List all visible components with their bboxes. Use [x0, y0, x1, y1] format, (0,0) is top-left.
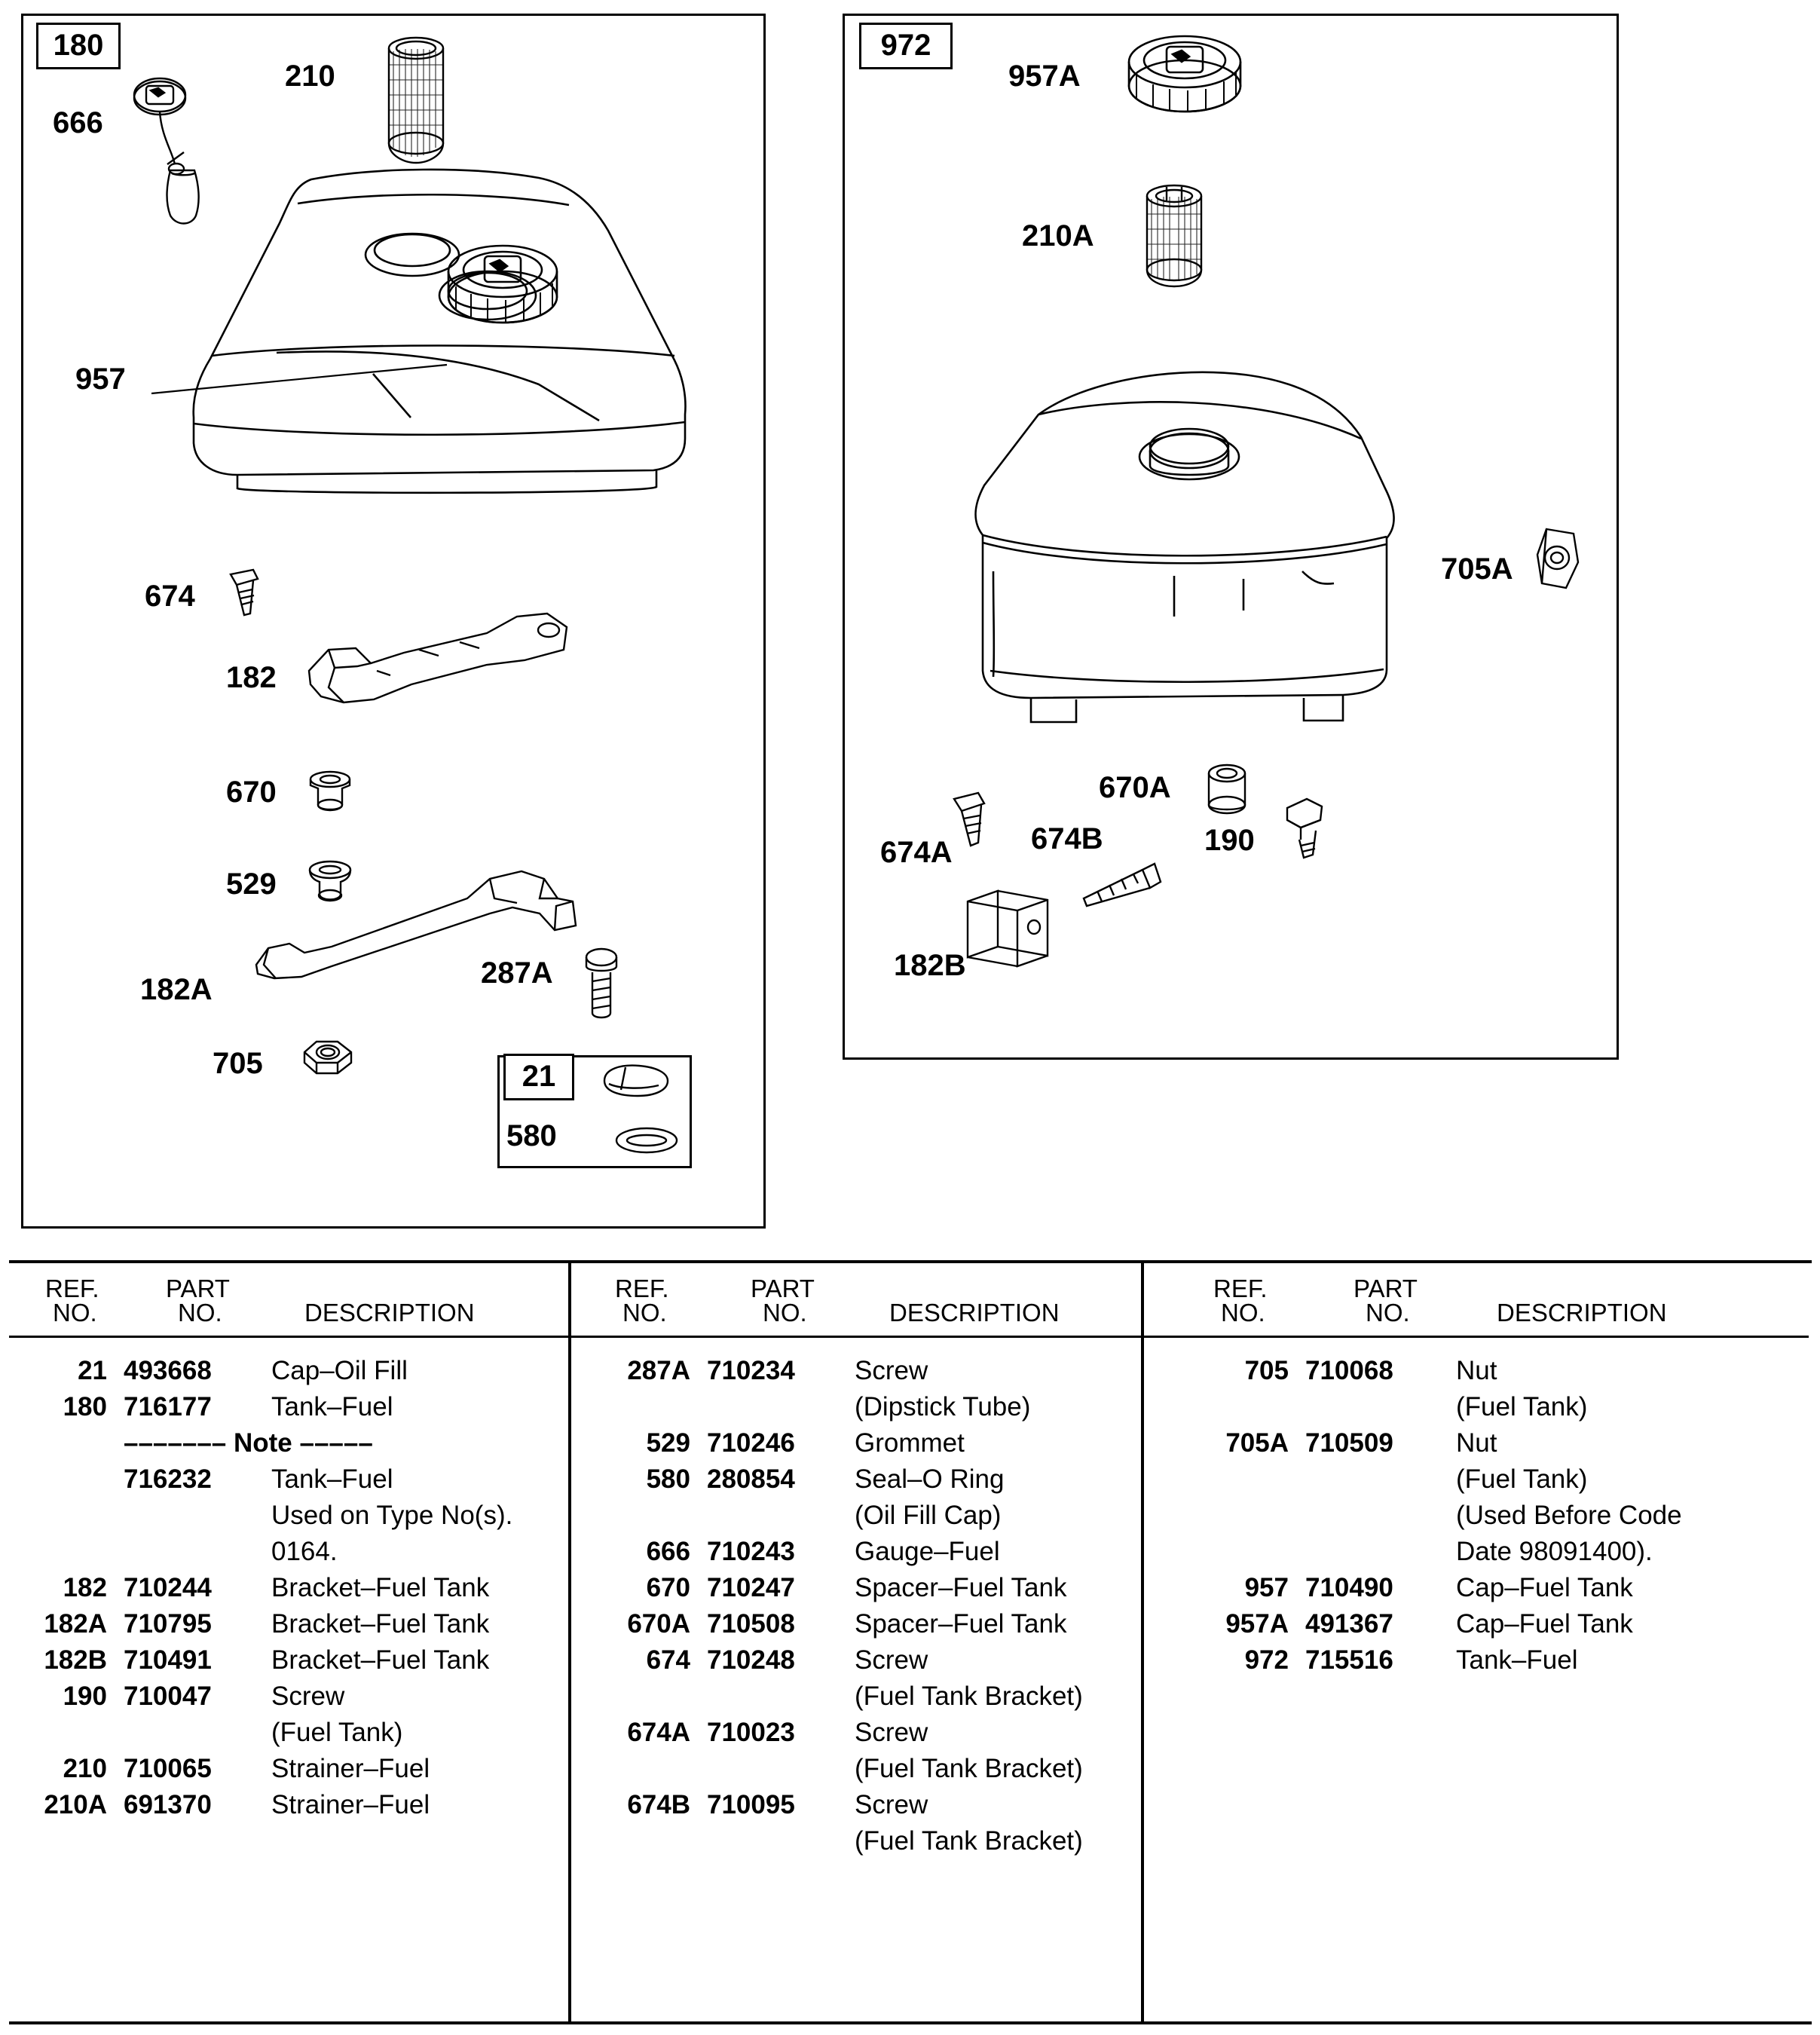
- cell-desc: (Oil Fill Cap): [855, 1501, 1002, 1530]
- header-ref-line1: REF.: [1213, 1275, 1268, 1302]
- parts-table-column-2: [568, 1263, 1141, 2021]
- callout-670A: 670A: [1099, 771, 1171, 804]
- table-row: [1144, 1425, 1809, 1461]
- cell-part: 710023: [707, 1718, 795, 1747]
- callout-529: 529: [226, 868, 277, 901]
- header-part-line1: PART: [1354, 1275, 1418, 1302]
- cell-part: 280854: [707, 1464, 795, 1494]
- cell-ref: 705A: [1225, 1428, 1289, 1458]
- cell-ref: 674A: [627, 1718, 690, 1747]
- table-body-1: [9, 1338, 568, 1823]
- header-part-line1: PART: [751, 1275, 815, 1302]
- cell-desc: Bracket–Fuel Tank: [271, 1573, 490, 1602]
- table-row: [9, 1534, 568, 1570]
- cell-part: 710795: [124, 1609, 212, 1639]
- cell-desc: 0164.: [271, 1537, 338, 1566]
- table-row: [1144, 1498, 1809, 1534]
- spacer-670A-art: [1198, 761, 1259, 822]
- cell-desc: (Fuel Tank): [1456, 1464, 1588, 1494]
- cell-desc: Spacer–Fuel Tank: [855, 1609, 1067, 1639]
- cell-desc: (Dipstick Tube): [855, 1392, 1031, 1421]
- table-row: [571, 1570, 1141, 1606]
- cell-desc: Tank–Fuel: [271, 1392, 393, 1421]
- bracket-182B-art: [956, 883, 1076, 981]
- cell-desc: Strainer–Fuel: [271, 1754, 430, 1783]
- header-description: DESCRIPTION: [304, 1299, 475, 1327]
- spacer-670-art: [301, 769, 359, 822]
- leader-957: [147, 362, 463, 407]
- cell-part: 491367: [1305, 1609, 1393, 1639]
- table-header-1: [9, 1263, 568, 1338]
- table-row: [9, 1787, 568, 1823]
- header-ref-line1: REF.: [615, 1275, 669, 1302]
- table-row: [571, 1606, 1141, 1642]
- cell-desc: Date 98091400).: [1456, 1537, 1653, 1566]
- header-part-line2: NO.: [178, 1299, 222, 1327]
- table-row: [9, 1461, 568, 1498]
- cell-desc: Cap–Fuel Tank: [1456, 1609, 1633, 1639]
- cell-ref: 670A: [627, 1609, 690, 1639]
- table-row: [9, 1715, 568, 1751]
- cell-part: 710068: [1305, 1356, 1393, 1385]
- header-ref-line2: NO.: [53, 1299, 97, 1327]
- inset-tag-21: 21: [503, 1054, 574, 1100]
- table-row: [9, 1751, 568, 1787]
- cell-desc: (Used Before Code: [1456, 1501, 1682, 1530]
- cell-ref: 670: [646, 1573, 690, 1602]
- callout-957A: 957A: [1008, 60, 1081, 93]
- cell-ref: 182B: [44, 1645, 107, 1675]
- parts-table-column-3: [1141, 1263, 1809, 2021]
- table-row: [571, 1353, 1141, 1389]
- callout-705: 705: [213, 1047, 263, 1080]
- cell-desc: Cap–Oil Fill: [271, 1356, 408, 1385]
- o-ring-580-art: [612, 1122, 681, 1159]
- table-row: [1144, 1534, 1809, 1570]
- cell-desc: Spacer–Fuel Tank: [855, 1573, 1067, 1602]
- header-description: DESCRIPTION: [889, 1299, 1060, 1327]
- cell-part: 710047: [124, 1682, 212, 1711]
- cell-desc: Screw: [855, 1645, 928, 1675]
- table-row: [571, 1498, 1141, 1534]
- cell-part: 716177: [124, 1392, 212, 1421]
- callout-674: 674: [145, 580, 195, 613]
- cell-part: 493668: [124, 1356, 212, 1385]
- cell-desc: Strainer–Fuel: [271, 1790, 430, 1819]
- callout-670: 670: [226, 776, 277, 809]
- table-row: [9, 1353, 568, 1389]
- callout-210A: 210A: [1022, 219, 1094, 252]
- cell-part: 710246: [707, 1428, 795, 1458]
- table-row: [571, 1642, 1141, 1678]
- table-row: [571, 1715, 1141, 1751]
- cell-part: 716232: [124, 1464, 212, 1494]
- header-ref-line2: NO.: [622, 1299, 667, 1327]
- cell-ref: 190: [63, 1682, 107, 1711]
- table-row-note: [9, 1425, 568, 1461]
- fuel-cap-957-art: [433, 240, 577, 345]
- header-ref-line2: NO.: [1221, 1299, 1265, 1327]
- table-row: [571, 1425, 1141, 1461]
- cell-desc: Nut: [1456, 1428, 1497, 1458]
- cell-ref: 210A: [44, 1790, 107, 1819]
- table-row: [1144, 1606, 1809, 1642]
- cell-desc: Gauge–Fuel: [855, 1537, 1000, 1566]
- nut-705-art: [294, 1033, 362, 1091]
- cell-ref: 972: [1244, 1645, 1289, 1675]
- cell-part: 710095: [707, 1790, 795, 1819]
- cell-desc: Nut: [1456, 1356, 1497, 1385]
- cell-note: ––––––– Note –––––: [124, 1428, 373, 1458]
- header-ref-line1: REF.: [45, 1275, 99, 1302]
- cell-desc: Bracket–Fuel Tank: [271, 1645, 490, 1675]
- table-row: [571, 1534, 1141, 1570]
- table-row: [9, 1606, 568, 1642]
- cell-ref: 705: [1244, 1356, 1289, 1385]
- cell-part: 710248: [707, 1645, 795, 1675]
- fuel-strainer-210A-art: [1130, 181, 1228, 301]
- screw-287A-art: [579, 947, 632, 1030]
- callout-182B: 182B: [894, 949, 966, 982]
- cell-part: 710243: [707, 1537, 795, 1566]
- cell-desc: Tank–Fuel: [271, 1464, 393, 1494]
- table-row: [1144, 1642, 1809, 1678]
- screw-190-art: [1272, 793, 1340, 865]
- cell-part: 710491: [124, 1645, 212, 1675]
- callout-666: 666: [53, 106, 103, 139]
- cell-desc: (Fuel Tank Bracket): [855, 1754, 1083, 1783]
- cell-desc: Grommet: [855, 1428, 965, 1458]
- cell-desc: Bracket–Fuel Tank: [271, 1609, 490, 1639]
- cell-part: 710065: [124, 1754, 212, 1783]
- cell-ref: 529: [646, 1428, 690, 1458]
- bracket-182-art: [298, 603, 622, 724]
- table-row: [571, 1389, 1141, 1425]
- screw-674B-art: [1067, 856, 1165, 924]
- table-row: [1144, 1461, 1809, 1498]
- cell-ref: 580: [646, 1464, 690, 1494]
- cell-ref: 180: [63, 1392, 107, 1421]
- cell-ref: 287A: [627, 1356, 690, 1385]
- cell-ref: 210: [63, 1754, 107, 1783]
- cell-desc: Screw: [855, 1790, 928, 1819]
- table-row: [9, 1642, 568, 1678]
- cell-ref: 21: [78, 1356, 107, 1385]
- cell-desc: Screw: [271, 1682, 345, 1711]
- cell-ref: 182: [63, 1573, 107, 1602]
- cell-part: 691370: [124, 1790, 212, 1819]
- nut-705A-art: [1531, 520, 1592, 603]
- cell-ref: 182A: [44, 1609, 107, 1639]
- cell-ref: 674B: [627, 1790, 690, 1819]
- callout-705A: 705A: [1441, 552, 1513, 586]
- fuel-tank-180-art: [147, 158, 720, 550]
- parts-tables: [9, 1260, 1812, 2024]
- inset-tag-580: 580: [503, 1115, 600, 1162]
- cell-desc: (Fuel Tank): [1456, 1392, 1588, 1421]
- table-row: [9, 1570, 568, 1606]
- header-part-line1: PART: [166, 1275, 230, 1302]
- screw-674-art: [219, 567, 279, 627]
- fuel-tank-972-art: [948, 345, 1415, 767]
- table-row: [571, 1823, 1141, 1859]
- panel-tag-180: 180: [36, 23, 121, 69]
- cell-ref: 957: [1244, 1573, 1289, 1602]
- table-row: [1144, 1353, 1809, 1389]
- callout-674A: 674A: [880, 836, 953, 869]
- cell-ref: 674: [646, 1645, 690, 1675]
- callout-287A: 287A: [481, 956, 553, 990]
- table-header-2: [571, 1263, 1141, 1338]
- fuel-cap-957A-art: [1114, 30, 1257, 136]
- table-row: [1144, 1389, 1809, 1425]
- cell-desc: Screw: [855, 1356, 928, 1385]
- callout-674B: 674B: [1031, 822, 1103, 855]
- cell-desc: Used on Type No(s).: [271, 1501, 513, 1530]
- table-row: [9, 1678, 568, 1715]
- table-row: [1144, 1570, 1809, 1606]
- cell-desc: Screw: [855, 1718, 928, 1747]
- cell-ref: 957A: [1225, 1609, 1289, 1639]
- cell-part: 710509: [1305, 1428, 1393, 1458]
- cell-ref: 666: [646, 1537, 690, 1566]
- cell-desc: (Fuel Tank): [271, 1718, 403, 1747]
- table-row: [571, 1787, 1141, 1823]
- table-header-3: [1144, 1263, 1809, 1338]
- cell-desc: Cap–Fuel Tank: [1456, 1573, 1633, 1602]
- callout-190: 190: [1204, 824, 1255, 857]
- oil-fill-cap-art: [595, 1058, 678, 1111]
- callout-182A: 182A: [140, 973, 213, 1006]
- cell-part: 715516: [1305, 1645, 1393, 1675]
- cell-desc: Seal–O Ring: [855, 1464, 1005, 1494]
- table-row: [571, 1461, 1141, 1498]
- callout-957: 957: [75, 363, 126, 396]
- parts-table-column-1: [9, 1263, 568, 2021]
- callout-182: 182: [226, 661, 277, 694]
- cell-desc: Tank–Fuel: [1456, 1645, 1578, 1675]
- cell-part: 710234: [707, 1356, 795, 1385]
- cell-part: 710508: [707, 1609, 795, 1639]
- cell-desc: (Fuel Tank Bracket): [855, 1682, 1083, 1711]
- table-body-2: [571, 1338, 1141, 1859]
- cell-part: 710247: [707, 1573, 795, 1602]
- header-part-line2: NO.: [1366, 1299, 1410, 1327]
- callout-210: 210: [285, 60, 335, 93]
- cell-part: 710490: [1305, 1573, 1393, 1602]
- table-row: [9, 1389, 568, 1425]
- cell-part: 710244: [124, 1573, 212, 1602]
- cell-desc: (Fuel Tank Bracket): [855, 1826, 1083, 1856]
- panel-tag-972: 972: [859, 23, 953, 69]
- table-row: [571, 1678, 1141, 1715]
- header-part-line2: NO.: [763, 1299, 807, 1327]
- table-body-3: [1144, 1338, 1809, 1678]
- table-row: [9, 1498, 568, 1534]
- header-description: DESCRIPTION: [1497, 1299, 1667, 1327]
- table-row: [571, 1751, 1141, 1787]
